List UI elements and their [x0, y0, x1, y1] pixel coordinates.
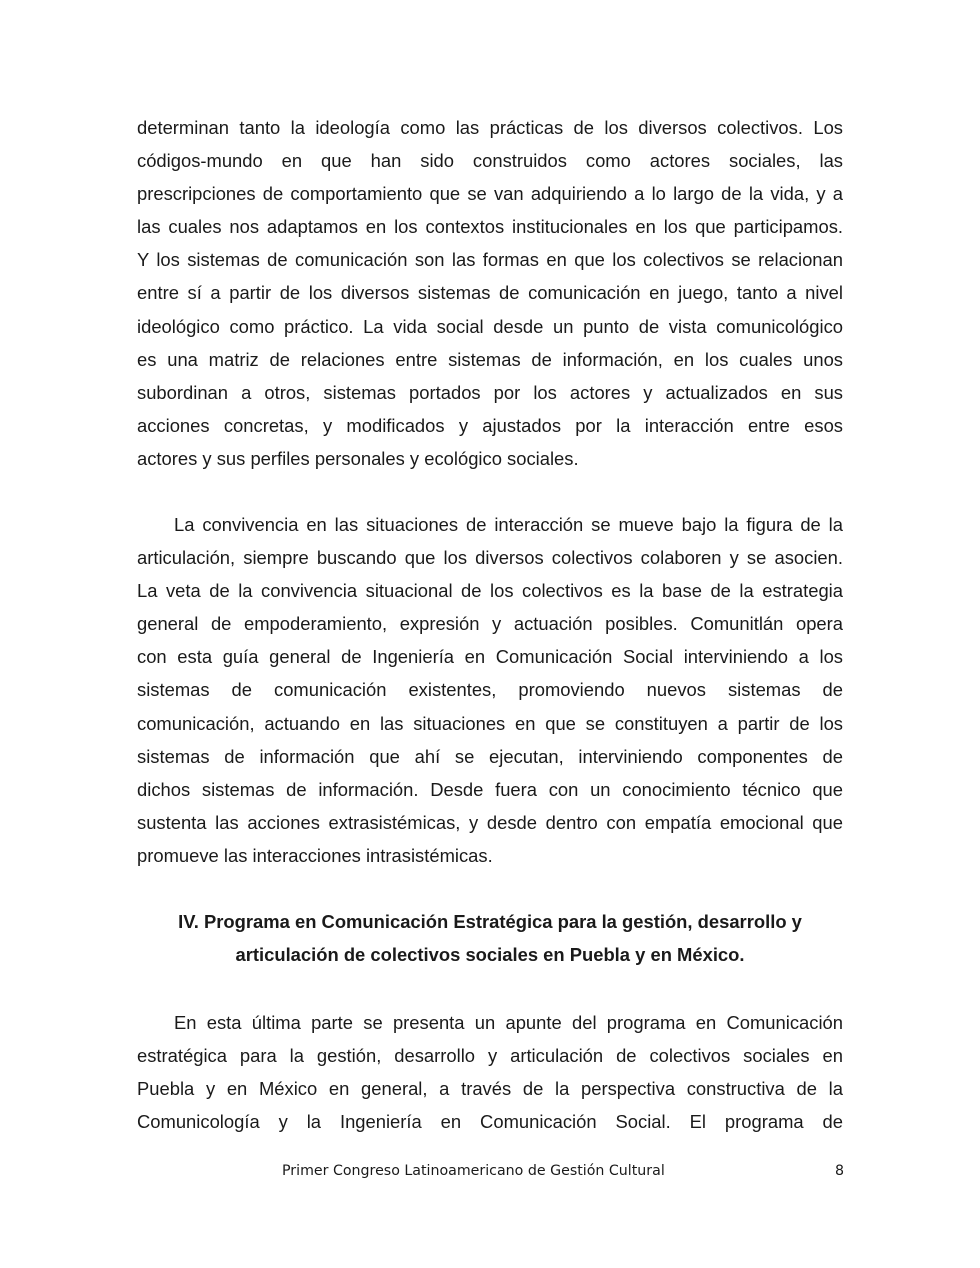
- body-paragraph-3: [137, 1006, 843, 1138]
- page-number: 8: [835, 1163, 845, 1179]
- paragraph-line: es una matriz de relaciones entre sistemas de información, en los cuales unos: [137, 348, 843, 370]
- paragraph-line: entre sí a partir de los diversos sistemas de comunicación en juego, tanto a nivel: [137, 282, 843, 304]
- footer-title: Primer Congreso Latinoamericano de Gestión Cultural: [282, 1163, 665, 1179]
- paragraph-line: comunicación, actuando en las situaciones en que se constituyen a partir de los: [137, 712, 843, 734]
- paragraph-line: Comunicología y la Ingeniería en Comunicación Social. El programa de: [137, 1111, 843, 1133]
- body-paragraph-1: [137, 111, 843, 475]
- paragraph-line: determinan tanto la ideología como las prácticas de los diversos colectivos. Los: [137, 117, 843, 138]
- paragraph-line: La convivencia en las situaciones de interacción se mueve bajo la figura de la: [174, 514, 843, 535]
- paragraph-line: estratégica para la gestión, desarrollo y articulación de colectivos sociales en: [137, 1045, 843, 1067]
- paragraph-line: ideológico como práctico. La vida social desde un punto de vista comunicológico: [137, 315, 843, 337]
- paragraph-line: subordinan a otros, sistemas portados por los actores y actualizados en sus: [137, 381, 843, 403]
- paragraph-line: sistemas de información que ahí se ejecutan, interviniendo componentes de: [137, 745, 843, 767]
- paragraph-line: códigos-mundo en que han sido construidos como actores sociales, las: [137, 150, 843, 172]
- paragraph-line: las cuales nos adaptamos en los contextos institucionales en los que participamos.: [137, 216, 843, 238]
- paragraph-line: En esta última parte se presenta un apunte del programa en Comunicación: [174, 1012, 843, 1033]
- paragraph-line: general de empoderamiento, expresión y actuación posibles. Comunitlán opera: [137, 613, 843, 635]
- body-paragraph-2: [137, 508, 843, 872]
- paragraph-line: con esta guía general de Ingeniería en Comunicación Social interviniendo a los: [137, 646, 843, 668]
- paragraph-line: Puebla y en México en general, a través de la perspectiva constructiva de la: [137, 1078, 843, 1100]
- paragraph-line: sistemas de comunicación existentes, promoviendo nuevos sistemas de: [137, 679, 843, 701]
- paragraph-line: dichos sistemas de información. Desde fuera con un conocimiento técnico que: [137, 778, 843, 800]
- paragraph-line: promueve las interacciones intrasistémicas.: [137, 844, 493, 866]
- paragraph-line: Y los sistemas de comunicación son las formas en que los colectivos se relacionan: [137, 249, 843, 271]
- paragraph-line: acciones concretas, y modificados y ajustados por la interacción entre esos: [137, 414, 843, 436]
- paragraph-line: articulación, siempre buscando que los diversos colectivos colaboren y se asocien.: [137, 547, 843, 569]
- section-heading-line: IV. Programa en Comunicación Estratégica para la gestión, desarrollo y: [178, 911, 802, 932]
- paragraph-line: sustenta las acciones extrasistémicas, y desde dentro con empatía emocional que: [137, 811, 843, 833]
- section-heading: [137, 905, 843, 971]
- section-heading-line: articulación de colectivos sociales en Puebla y en México.: [235, 944, 745, 966]
- page-footer: [0, 1163, 980, 1185]
- paragraph-line: actores y sus perfiles personales y ecológico sociales.: [137, 447, 579, 469]
- paragraph-line: prescripciones de comportamiento que se van adquiriendo a lo largo de la vida, y a: [137, 183, 843, 205]
- paragraph-line: La veta de la convivencia situacional de los colectivos es la base de la estrategia: [137, 580, 843, 602]
